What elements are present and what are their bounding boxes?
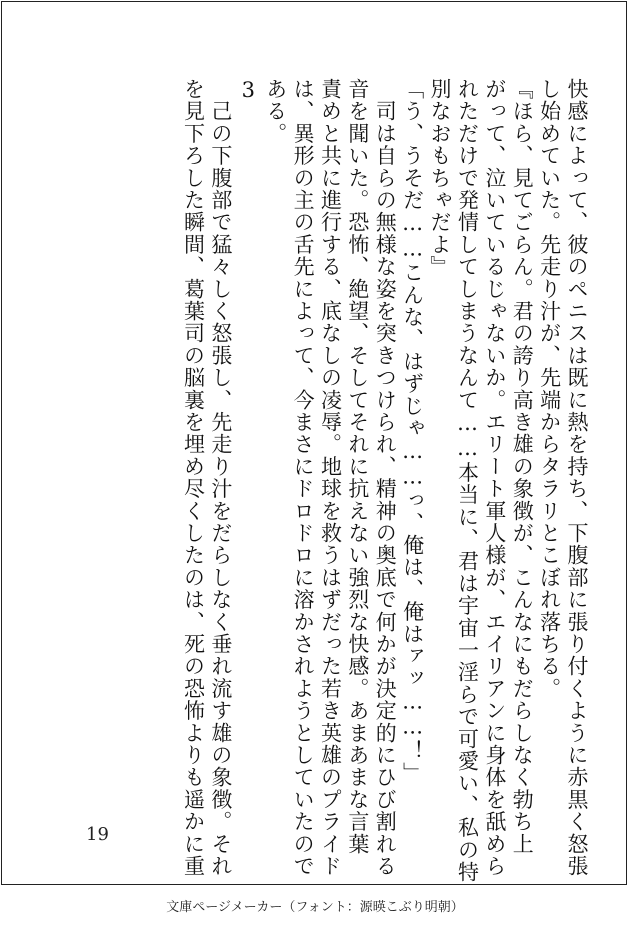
text-column-3: 『ほら、見てごらん。君の誇り高き雄の象徴が、こんなにもだらしなく勃ち上 — [510, 78, 535, 856]
text-column-1: 快感によって、彼のペニスは既に熱を持ち、下腹部に張り付くように赤黒く怒張 — [565, 78, 589, 878]
footer-credit: 文庫ページメーカー（フォント：源暎こぶり明朝） — [166, 900, 464, 915]
text-column-12: ある。 — [263, 78, 288, 145]
text-column-5: れただけで発情してしまうなんて……本当に、君は宇宙一淫らで可愛い、私の特 — [455, 78, 480, 884]
text-column-10: 責めと共に進行する、底なしの凌辱。地球を救うはずだった若き英雄のプライド — [318, 78, 343, 878]
text-column-7: 「う、うそだ……こんな、はずじゃ……っ、俺は、俺はァッ……！」 — [400, 78, 425, 785]
text-column-2: し始めていた。先走り汁が、先端からタラリとこぼれ落ちる。 — [537, 78, 562, 700]
section-number: 3 — [236, 78, 261, 104]
text-column-9: 音を聞いた。恐怖、絶望、そしてそれに抗えない強烈な快感。あまあまな言葉 — [345, 78, 370, 855]
text-column-15: を見下ろした瞬間、葛葉司の脳裏を埋め尽くしたのは、死の恐怖よりも遥かに重 — [181, 78, 206, 878]
text-column-4: がって、泣いているじゃないか。エリート軍人様が、エイリアンに身体を舐めら — [482, 78, 507, 878]
page-frame — [1, 1, 627, 885]
text-column-14: 己の下腹部で猛々しく怒張し、先走り汁をだらしなく垂れ流す雄の象徴。それ — [208, 78, 233, 878]
text-column-8: 司は自らの無様な姿を突きつけられ、精神の奥底で何かが決定的にひび割れる — [373, 78, 398, 878]
vertical-text-block — [179, 78, 590, 884]
page-number: 19 — [86, 824, 109, 845]
text-column-6: 別なおもちゃだよ』 — [428, 78, 453, 278]
text-column-11: は、異形の主の舌先によって、今まさにドロドロに溶かされようとしていたので — [291, 78, 316, 878]
